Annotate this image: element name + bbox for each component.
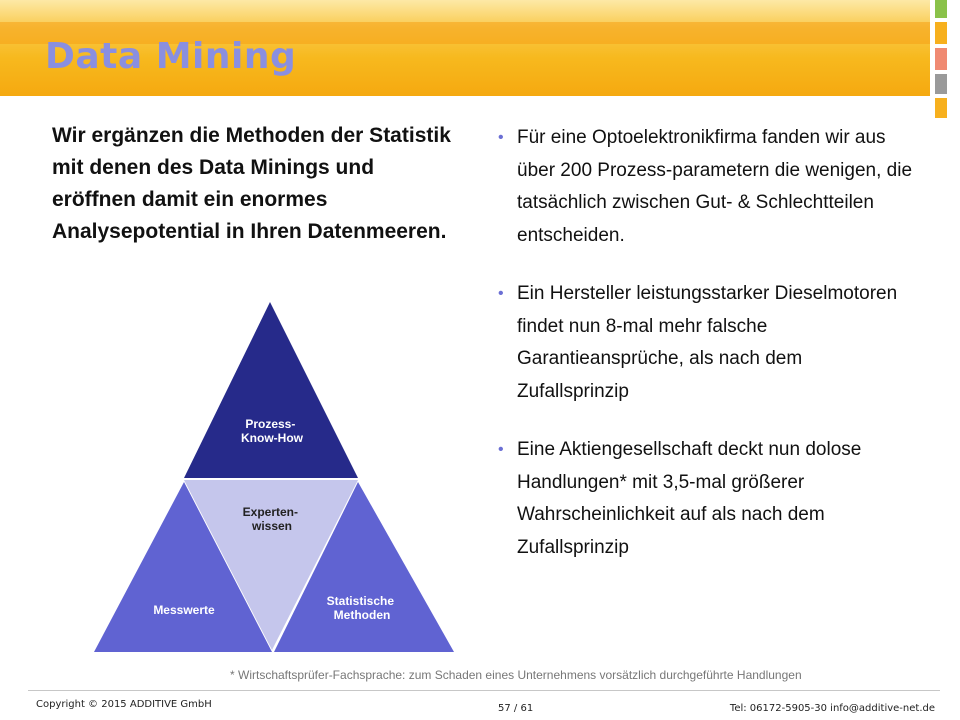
pyramid-top-label (241, 417, 304, 445)
footer-divider (28, 690, 940, 691)
pyramid-right-line2: Methoden (333, 608, 391, 622)
pyramid-center-line2: wissen (251, 519, 293, 533)
accent-swatch-gray (935, 74, 947, 94)
bullet-dot-icon: • (498, 129, 504, 146)
pyramid-right-line1: Statistische (326, 594, 395, 608)
pyramid-left-label (153, 603, 215, 617)
page-number: 57 / 61 (498, 703, 534, 714)
page-title: Data Mining (45, 36, 297, 77)
accent-swatch-yellow (935, 98, 947, 118)
pyramid-diagram (92, 300, 456, 654)
pyramid-top-line1: Prozess- (245, 417, 296, 431)
footer-copyright: Copyright © 2015 ADDITIVE GmbH (36, 699, 212, 710)
bullet-item (496, 434, 916, 564)
bullet-text: Eine Aktiengesellschaft deckt nun dolose Handlungen* mit 3,5-mal größerer Wahrscheinlichkeit auf als nach dem Zufallsprinzip (517, 439, 862, 558)
bullet-item (496, 278, 916, 408)
bullet-item (496, 122, 916, 252)
accent-swatch-salmon (935, 48, 947, 70)
bullet-dot-icon: • (498, 441, 504, 458)
pyramid-top-line2: Know-How (241, 431, 303, 445)
bullet-dot-icon: • (498, 285, 504, 302)
accent-swatch-green (935, 0, 947, 18)
footer-contact: Tel: 06172-5905-30 info@additive-net.de (729, 703, 935, 714)
bullet-list (496, 122, 916, 590)
pyramid-center-line1: Experten- (242, 505, 299, 519)
accent-swatch-orange (935, 22, 947, 44)
intro-text: Wir ergänzen die Methoden der Statistik mit denen des Data Minings und eröffnen damit ein enormes Analysepotential in Ihren Datenmeeren. (52, 124, 451, 243)
pyramid-top-triangle (184, 302, 358, 478)
pyramid-left-line1: Messwerte (153, 603, 215, 617)
footnote: * Wirtschaftsprüfer-Fachsprache: zum Schaden eines Unternehmens vorsätzlich durchgeführte Handlungen (230, 668, 802, 682)
bullet-text: Ein Hersteller leistungsstarker Dieselmotoren findet nun 8-mal mehr falsche Garantieansprüche, als nach dem Zufallsprinzip (517, 283, 898, 402)
pyramid-right-label (327, 594, 398, 622)
bullet-text: Für eine Optoelektronikfirma fanden wir aus über 200 Prozess-parametern die wenigen, die tatsächlich zwischen Gut- & Schlechtteilen entscheiden. (517, 127, 913, 246)
